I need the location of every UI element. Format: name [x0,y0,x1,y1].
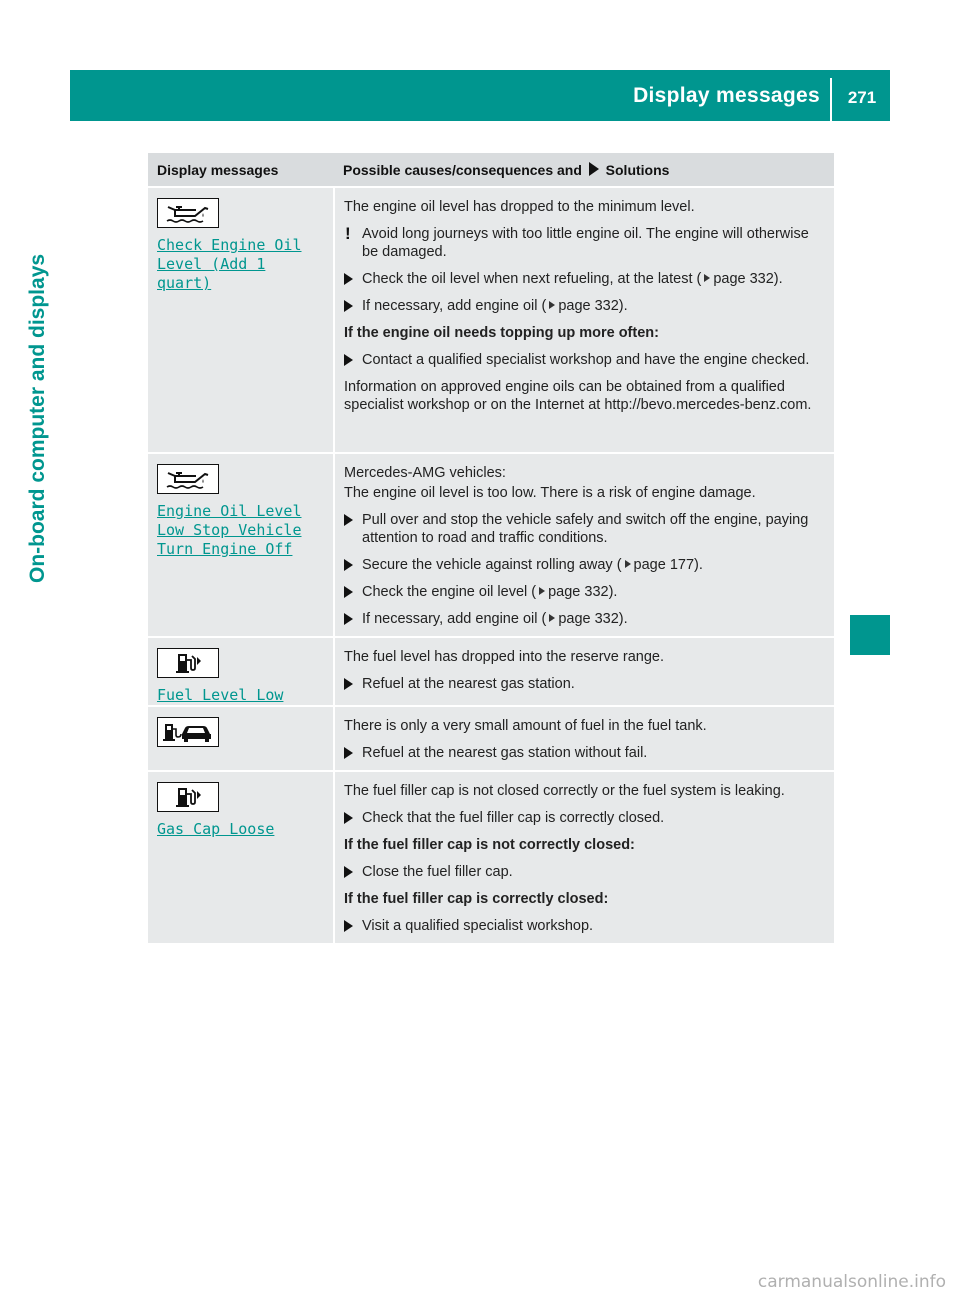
page-ref-icon [549,614,555,622]
side-tab [840,121,890,606]
page-ref-icon [539,587,545,595]
page-ref-link[interactable]: page 332). [548,584,618,600]
bullet-arrow-icon [344,812,353,824]
bullet-arrow-icon [344,586,353,598]
fuel-car-icon [157,717,219,747]
table-row: Engine Oil Level Low Stop Vehicle Turn Engine Off Mercedes-AMG vehicles: The engine oil level is too low. There is a risk of engine damage. Pull over and stop the vehicle safely and switch off the engine, paying attention to road and traffic conditions. Secure the vehicle against rolling away ( page 177). Check the engine oil level ( page 332). If necessary, add engine oil ( page 332). [148,453,834,637]
subheading: If the fuel filler cap is correctly closed: [344,891,609,907]
column-header-solutions: Possible causes/consequences and Solutions [334,153,834,187]
list-item: Close the fuel filler cap. [344,863,828,881]
display-message-text: Gas Cap Loose [157,820,275,838]
display-message-text: Fuel Level Low [157,686,284,704]
list-item: Visit a qualified specialist workshop. [344,917,828,935]
page-ref-link[interactable]: page 332). [558,611,628,627]
display-message-text: Check Engine Oil Level (Add 1 quart) [157,236,302,292]
bullet-arrow-icon [344,273,353,285]
warning-note: ! Avoid long journeys with too little engine oil. The engine will otherwise be damaged. [345,224,809,260]
list-item: Contact a qualified specialist workshop and have the engine checked. [344,351,828,369]
display-messages-table [148,153,834,943]
bullet-arrow-icon [344,920,353,932]
solutions-arrow-icon [589,162,599,176]
page-ref-link[interactable]: page 332). [558,298,628,314]
display-message-text: Engine Oil Level Low Stop Vehicle Turn Engine Off [157,502,302,558]
bullet-arrow-icon [344,514,353,526]
header-title: Display messages [633,84,820,107]
bullet-arrow-icon [344,866,353,878]
table-row: Check Engine Oil Level (Add 1 quart) The engine oil level has dropped to the minimum level. ! Avoid long journeys with too little engine oil. The engine will otherwise be damaged. Check the oil level when next refueling, at the latest ( page 332). If necessary, add engine oil ( page 332). If the engine oil needs topping up more often: Contact a qualified specialist workshop and have the engine checked. Information on approved engine oils can be obtained from a qualified specialist workshop or on the Internet at http://bevo.mercedes-benz.com. [148,187,834,453]
page-header [70,70,890,121]
subheading: If the fuel filler cap is not correctly closed: [344,837,635,853]
fuel-pump-icon [157,782,219,812]
list-item: If necessary, add engine oil ( page 332). [344,297,828,315]
page-ref-link[interactable]: page 177). [633,557,703,573]
table-row: Gas Cap Loose The fuel filler cap is not closed correctly or the fuel system is leaking. Check that the fuel filler cap is correctly closed. If the fuel filler cap is not correctly closed: Close the fuel filler cap. If the fuel filler cap is correctly closed: Visit a qualified specialist workshop. [148,771,834,943]
subheading: If the engine oil needs topping up more often: [344,325,659,341]
list-item: Secure the vehicle against rolling away ( page 177). [344,556,828,574]
list-item: Refuel at the nearest gas station. [344,675,828,693]
page-number: 271 [847,88,877,107]
bullet-arrow-icon [344,747,353,759]
table-row: There is only a very small amount of fuel in the fuel tank. Refuel at the nearest gas station without fail. [148,706,834,771]
list-item: Check that the fuel filler cap is correctly closed. [344,809,828,827]
column-header-display-messages: Display messages [148,153,334,187]
bullet-arrow-icon [344,678,353,690]
watermark: carmanualsonline.info [757,1272,946,1292]
header-divider [830,78,832,121]
warning-icon: ! [345,224,351,243]
oil-can-icon [157,198,219,228]
table-header-row [148,153,834,187]
fuel-pump-icon [157,648,219,678]
page-ref-link[interactable]: page 332). [713,271,783,287]
page-ref-icon [549,301,555,309]
bullet-arrow-icon [344,559,353,571]
side-tab-label: On-board computer and displays [26,253,49,583]
bullet-arrow-icon [344,300,353,312]
bullet-arrow-icon [344,613,353,625]
table-row: Fuel Level Low The fuel level has dropped into the reserve range. Refuel at the nearest gas station. [148,637,834,706]
list-item: If necessary, add engine oil ( page 332). [344,610,828,628]
list-item: Pull over and stop the vehicle safely and switch off the engine, paying attention to road and traffic conditions. [344,511,828,547]
page-ref-icon [625,560,631,568]
list-item: Check the oil level when next refueling, at the latest ( page 332). [344,270,828,288]
list-item: Check the engine oil level ( page 332). [344,583,828,601]
bullet-arrow-icon [344,354,353,366]
page-ref-icon [704,274,710,282]
oil-can-icon [157,464,219,494]
side-tab-marker [850,615,890,655]
list-item: Refuel at the nearest gas station without fail. [344,744,828,762]
